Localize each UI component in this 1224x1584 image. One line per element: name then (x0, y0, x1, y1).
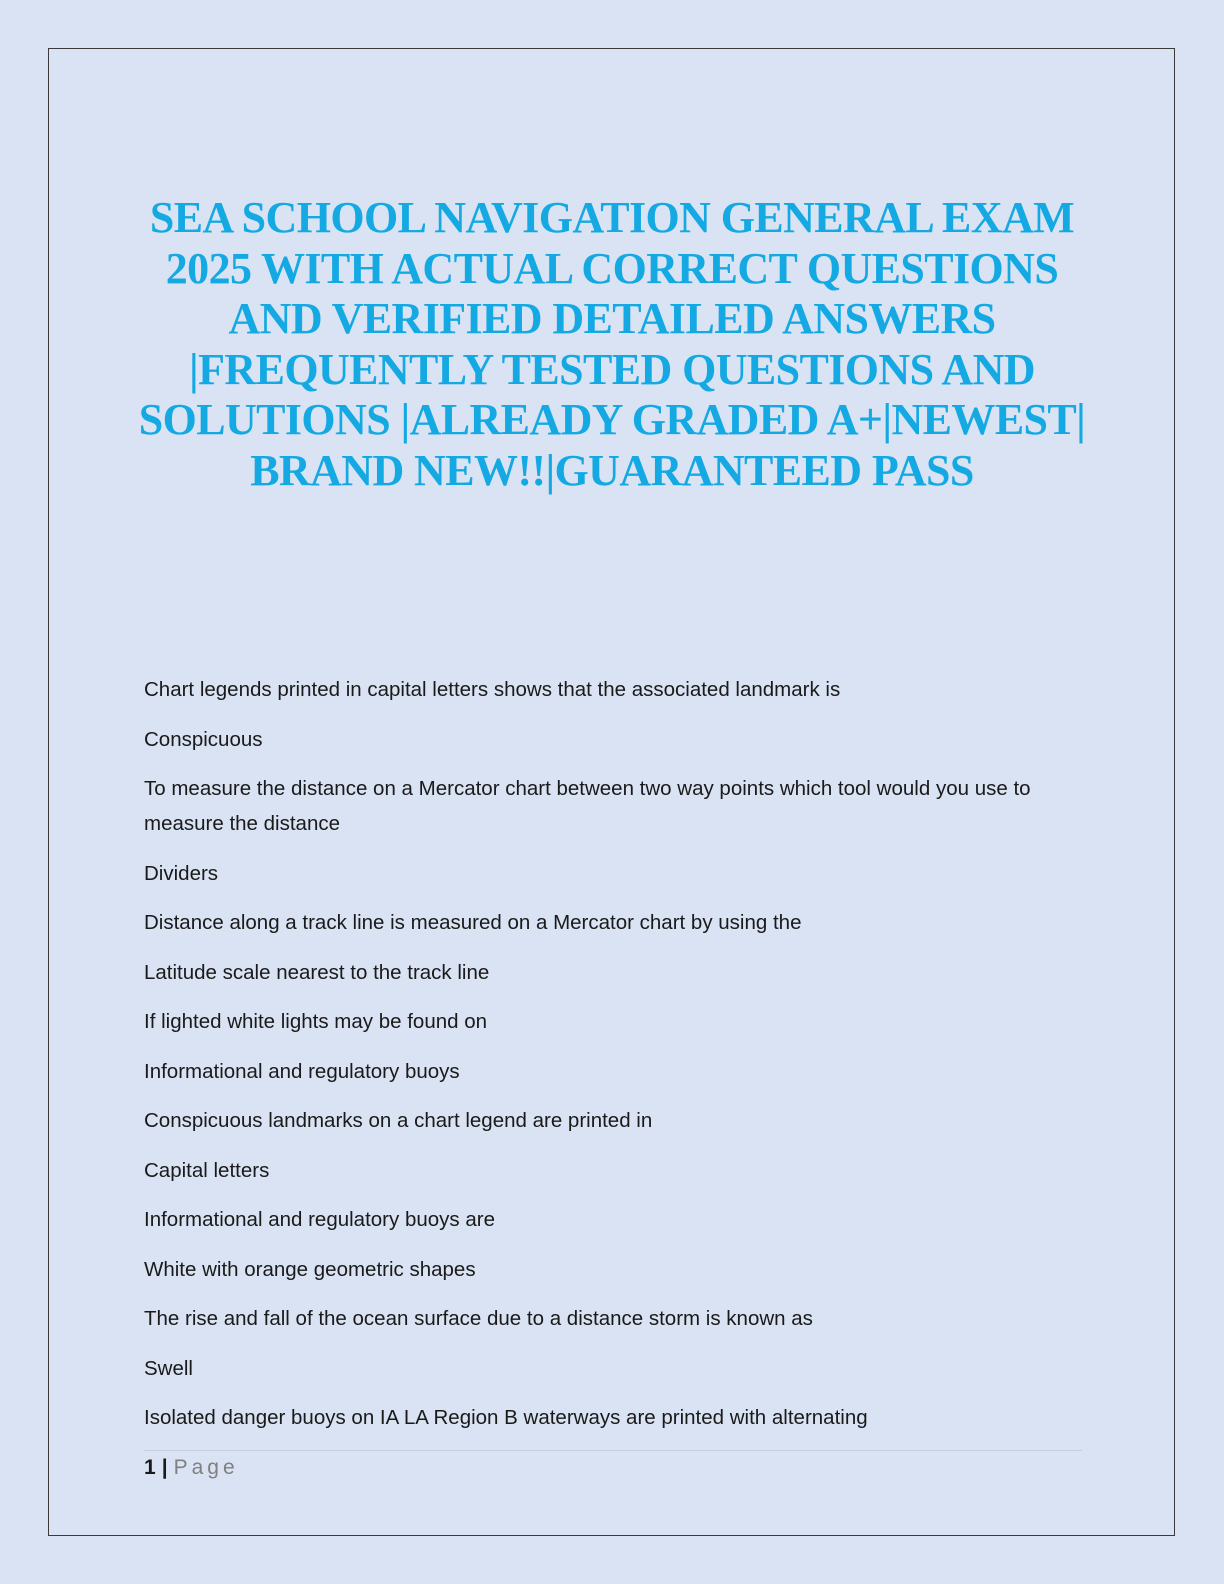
page-footer (144, 1453, 239, 1483)
question-line: Conspicuous landmarks on a chart legend are printed in (144, 1109, 653, 1132)
page-number: 1 (144, 1456, 156, 1479)
answer-line: Capital letters (144, 1158, 270, 1182)
answer-line: Dividers (144, 861, 219, 885)
answer-line: White with orange geometric shapes (144, 1257, 476, 1281)
question-line: To measure the distance on a Mercator chart between two way points which tool would you use to measure the distance (144, 777, 1031, 835)
document-title: SEA SCHOOL NAVIGATION GENERAL EXAM 2025 WITH ACTUAL CORRECT QUESTIONS AND VERIFIED DETAILED ANSWERS |FREQUENTLY TESTED QUESTIONS AND SOLUTIONS |ALREADY GRADED A+|NEWEST| BRAND NEW!!|GUARANTEED PASS (138, 193, 1086, 495)
question-line: Chart legends printed in capital letters shows that the associated landmark is (144, 678, 841, 701)
answer-line: Conspicuous (144, 727, 263, 751)
page-label: Page (173, 1456, 239, 1479)
question-line: Informational and regulatory buoys are (144, 1208, 495, 1231)
answer-line: Latitude scale nearest to the track line (144, 960, 490, 984)
footer-divider (144, 1450, 1082, 1451)
question-line: Distance along a track line is measured on a Mercator chart by using the (144, 911, 802, 934)
answer-line: Swell (144, 1356, 193, 1380)
question-line: If lighted white lights may be found on (144, 1010, 488, 1033)
answer-line: Informational and regulatory buoys (144, 1059, 460, 1083)
footer-separator: | (161, 1456, 168, 1479)
question-line: The rise and fall of the ocean surface due to a distance storm is known as (144, 1307, 813, 1330)
question-line: Isolated danger buoys on IA LA Region B waterways are printed with alternating (144, 1406, 868, 1429)
qa-list (144, 672, 1089, 1450)
